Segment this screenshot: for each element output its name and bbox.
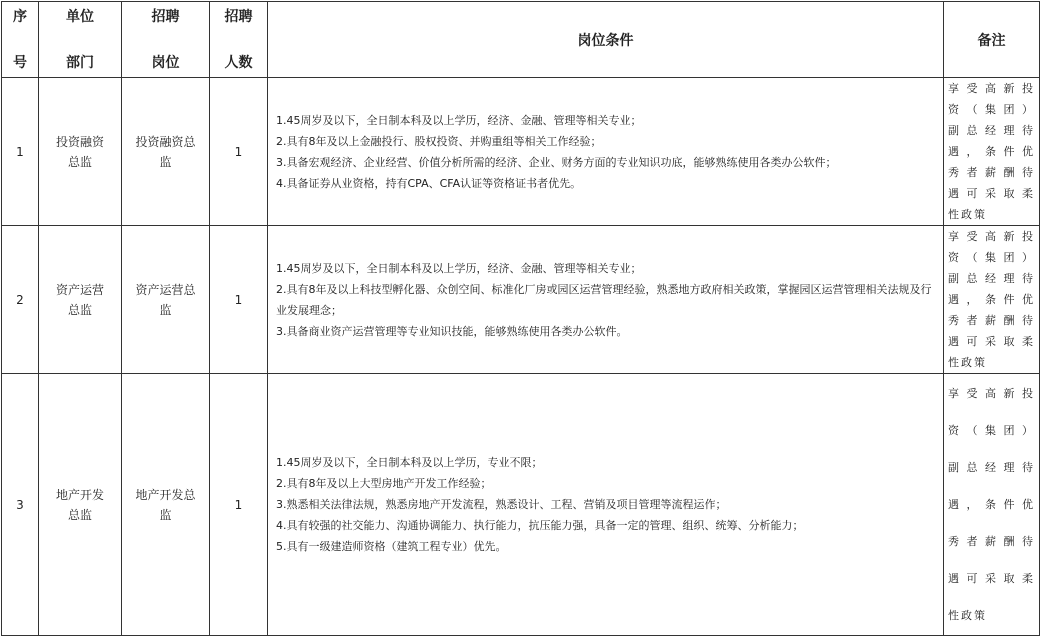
row-dept-line2: 总监 (67, 507, 92, 522)
header-notes: 备注 (944, 2, 1040, 78)
table-row (2, 374, 1040, 636)
table-row (2, 78, 1040, 226)
header-conditions: 岗位条件 (268, 2, 944, 78)
note-line: 遇，条件优 (948, 498, 1035, 511)
row-position-line2: 监 (159, 507, 172, 522)
row-count: 1 (210, 78, 268, 226)
condition-item: 2.具有8年及以上金融投行、股权投资、并购重组等相关工作经验； (276, 134, 602, 148)
row-notes (944, 374, 1040, 636)
header-seq-line2: 号 (13, 54, 27, 71)
row-position-line1: 投资融资总 (135, 134, 196, 149)
header-seq-line1: 序 (13, 8, 27, 25)
row-dept (39, 374, 122, 636)
row-position-line2: 监 (159, 154, 172, 169)
condition-item: 1.45周岁及以下，全日制本科及以上学历，经济、金融、管理等相关专业； (276, 113, 642, 127)
note-line: 秀者薪酬待 (948, 314, 1035, 327)
row-dept-line1: 地产开发 (55, 487, 104, 502)
header-dept-line2: 部门 (66, 54, 94, 71)
row-position (122, 78, 210, 226)
row-dept-line1: 资产运营 (55, 282, 104, 297)
note-line: 副总经理待 (948, 124, 1035, 137)
header-dept (39, 2, 122, 78)
note-line: 秀者薪酬待 (948, 535, 1035, 548)
condition-item: 1.45周岁及以下，全日制本科及以上学历，经济、金融、管理等相关专业； (276, 261, 642, 275)
row-seq: 3 (2, 374, 39, 636)
row-position (122, 374, 210, 636)
row-conditions (268, 78, 944, 226)
note-line: 遇，条件优 (948, 145, 1035, 158)
note-line: 享受高新投 (948, 230, 1035, 243)
header-position-line1: 招聘 (151, 8, 180, 25)
note-line: 遇可采取柔 (948, 335, 1035, 348)
header-position (122, 2, 210, 78)
note-line: 遇可采取柔 (948, 187, 1035, 200)
recruitment-table (1, 1, 1040, 636)
row-count: 1 (210, 226, 268, 374)
note-line: 性政策 (948, 609, 987, 622)
row-dept (39, 78, 122, 226)
row-notes (944, 78, 1040, 226)
row-position-line1: 地产开发总 (135, 487, 196, 502)
row-notes (944, 226, 1040, 374)
note-line: 遇可采取柔 (948, 572, 1035, 585)
note-line: 遇，条件优 (948, 293, 1035, 306)
header-count (210, 2, 268, 78)
row-conditions (268, 226, 944, 374)
note-line: 资（集团） (948, 251, 1035, 264)
row-seq: 2 (2, 226, 39, 374)
condition-item: 5.具有一级建造师资格（建筑工程专业）优先。 (276, 540, 507, 553)
condition-item: 2.具有8年及以上科技型孵化器、众创空间、标准化厂房或园区运营管理经验，熟悉地方政府相关政策，掌握园区运营管理相关法规及行业发展理念； (276, 282, 932, 317)
note-line: 性政策 (948, 208, 987, 221)
note-line: 享受高新投 (948, 82, 1035, 95)
row-position (122, 226, 210, 374)
note-line: 享受高新投 (948, 387, 1035, 400)
row-dept-line2: 总监 (67, 154, 92, 169)
condition-item: 4.具有较强的社交能力、沟通协调能力、执行能力，抗压能力强，具备一定的管理、组织、统筹、分析能力； (276, 519, 804, 532)
row-dept (39, 226, 122, 374)
header-seq (2, 2, 39, 78)
table-row (2, 226, 1040, 374)
condition-item: 1.45周岁及以下，全日制本科及以上学历，专业不限； (276, 456, 543, 469)
row-count: 1 (210, 374, 268, 636)
condition-item: 3.具备宏观经济、企业经营、价值分析所需的经济、企业、财务方面的专业知识功底，能够熟练使用各类办公软件； (276, 155, 837, 169)
header-count-line2: 人数 (224, 54, 253, 71)
note-line: 资（集团） (948, 103, 1035, 116)
note-line: 资（集团） (948, 424, 1035, 437)
note-line: 秀者薪酬待 (948, 166, 1035, 179)
note-line: 副总经理待 (948, 272, 1035, 285)
note-line: 性政策 (948, 356, 987, 369)
condition-item: 4.具备证券从业资格，持有CPA、CFA认证等资格证书者优先。 (276, 176, 582, 190)
row-dept-line1: 投资融资 (55, 134, 104, 149)
row-dept-line2: 总监 (67, 302, 92, 317)
header-row (2, 2, 1040, 78)
row-seq: 1 (2, 78, 39, 226)
condition-item: 2.具有8年及以上大型房地产开发工作经验； (276, 477, 492, 490)
note-line: 副总经理待 (948, 461, 1035, 474)
row-position-line1: 资产运营总 (135, 282, 196, 297)
condition-item: 3.具备商业资产运营管理等专业知识技能，能够熟练使用各类办公软件。 (276, 324, 628, 338)
row-position-line2: 监 (159, 302, 172, 317)
header-position-line2: 岗位 (151, 54, 180, 71)
row-conditions (268, 374, 944, 636)
condition-item: 3.熟悉相关法律法规，熟悉房地产开发流程，熟悉设计、工程、营销及项目管理等流程运作； (276, 498, 727, 511)
header-count-line1: 招聘 (224, 8, 253, 25)
header-dept-line1: 单位 (66, 8, 94, 25)
